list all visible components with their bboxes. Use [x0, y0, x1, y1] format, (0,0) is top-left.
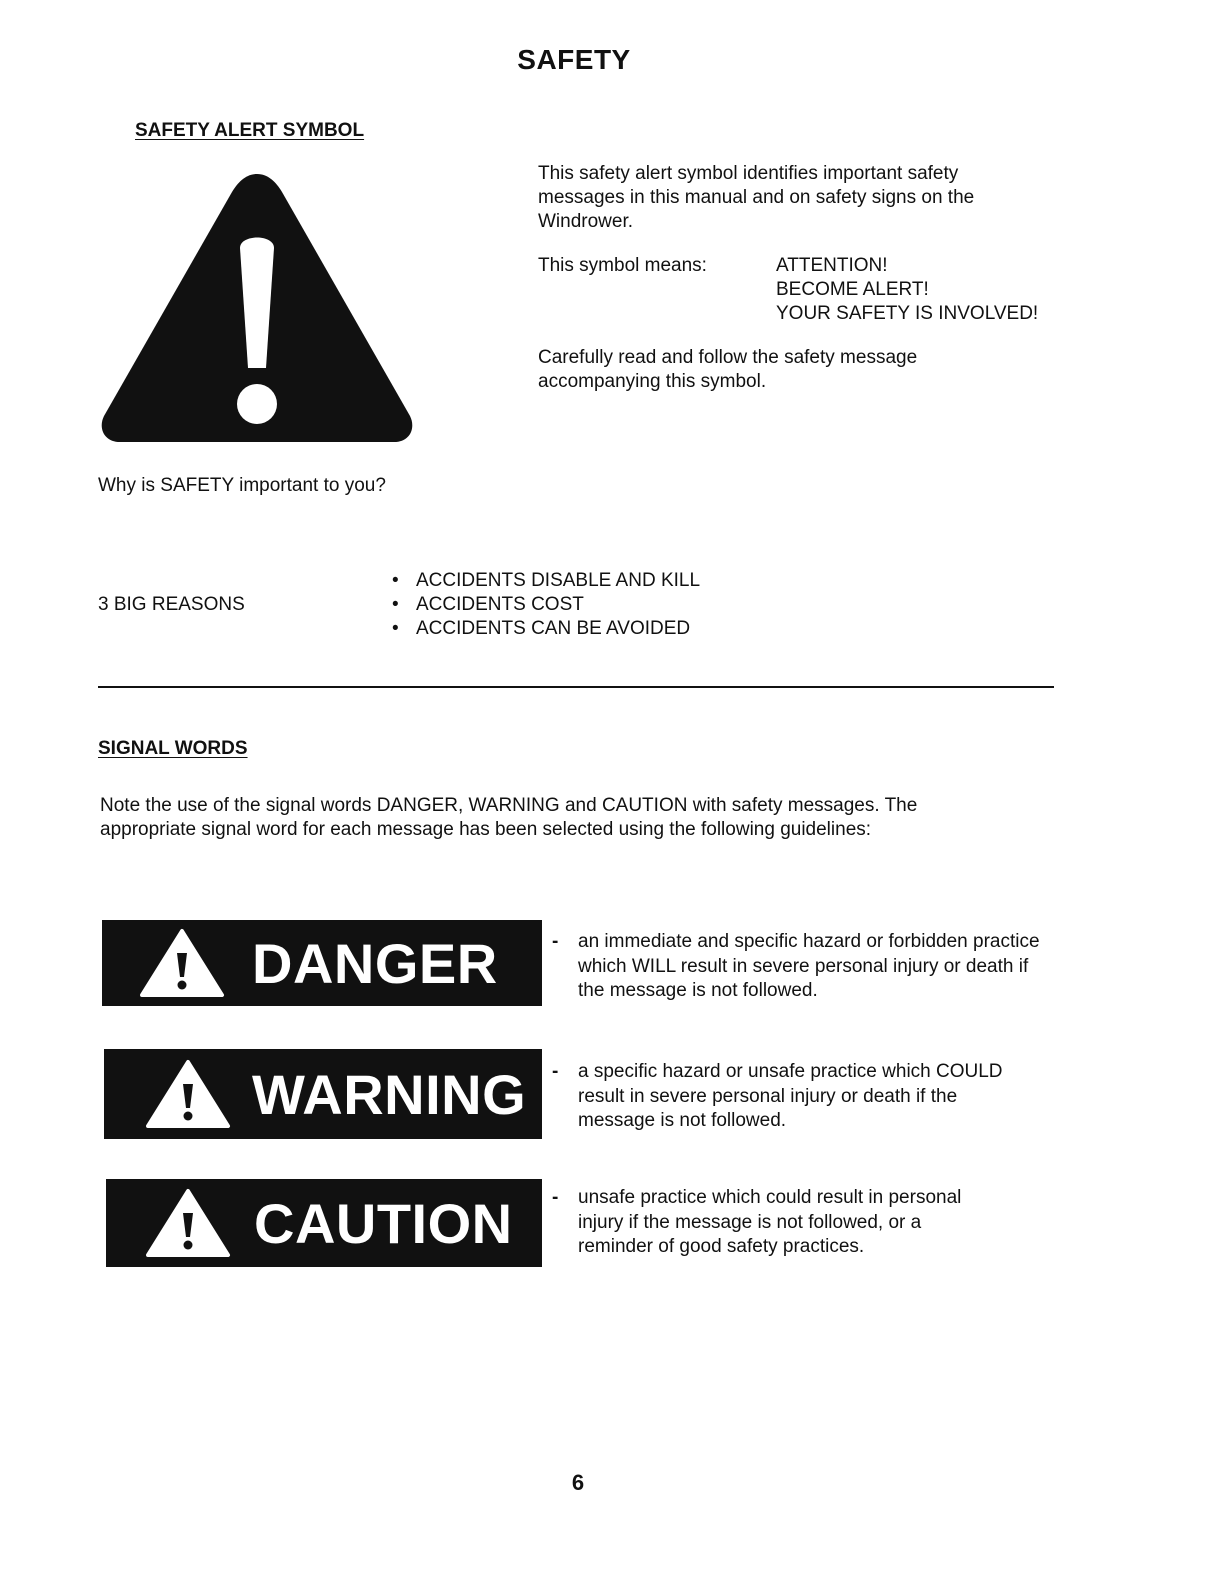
meaning-safety-involved: YOUR SAFETY IS INVOLVED! [776, 303, 1039, 324]
danger-description-text: an immediate and specific hazard or forbidden practice which WILL result in severe personal injury or death if the message is not followed. [578, 931, 1040, 1001]
warning-triangle-icon [144, 1058, 232, 1130]
signal-words-intro: Note the use of the signal words DANGER, WARNING and CAUTION with safety messages. The appropriate signal word for each message has been selected using the following guidelines: [100, 795, 918, 840]
page-number: 6 [571, 1470, 585, 1495]
meaning-become-alert: BECOME ALERT! [776, 279, 929, 300]
warning-triangle-icon [144, 1187, 232, 1259]
exclamation-triangle-icon [96, 170, 418, 446]
section-divider [98, 686, 1054, 688]
meaning-attention: ATTENTION! [776, 255, 888, 276]
list-item [392, 593, 700, 617]
alert-instruction: Carefully read and follow the safety message accompanying this symbol. [538, 347, 918, 392]
danger-label: DANGER [252, 931, 498, 995]
signal-words-heading: SIGNAL WORDS [98, 738, 248, 759]
dash: - [552, 1187, 559, 1208]
reason-text: ACCIDENTS COST [416, 594, 584, 615]
caution-label: CAUTION [254, 1191, 513, 1255]
reasons-label: 3 BIG REASONS [98, 594, 245, 615]
warning-description [552, 1060, 1012, 1134]
dash: - [552, 931, 559, 952]
list-item [392, 617, 700, 641]
safety-alert-heading: SAFETY ALERT SYMBOL [135, 120, 365, 141]
reasons-list [392, 569, 700, 641]
reason-text: ACCIDENTS DISABLE AND KILL [416, 570, 701, 591]
warning-description-text: a specific hazard or unsafe practice which COULD result in severe personal injury or death if the message is not followed. [578, 1061, 1003, 1131]
danger-description [552, 930, 1052, 1004]
caution-description [552, 1186, 972, 1260]
symbol-meaning [538, 254, 1038, 326]
bullet: • [392, 618, 399, 639]
page-title: SAFETY [517, 44, 631, 75]
caution-description-text: unsafe practice which could result in personal injury if the message is not followed, or a reminder of good safety practices. [578, 1187, 962, 1257]
alert-symbol-description: This safety alert symbol identifies important safety messages in this manual and on safety signs on the Windrower. [538, 163, 975, 232]
warning-sign [104, 1049, 542, 1139]
safety-question: Why is SAFETY important to you? [98, 475, 386, 496]
danger-sign [102, 920, 542, 1006]
reason-text: ACCIDENTS CAN BE AVOIDED [416, 618, 691, 639]
bullet: • [392, 594, 399, 615]
dash: - [552, 1061, 559, 1082]
warning-label: WARNING [252, 1062, 527, 1126]
caution-sign [106, 1179, 542, 1267]
symbol-meaning-values [776, 254, 1038, 326]
warning-triangle-icon [138, 927, 226, 999]
list-item [392, 569, 700, 593]
symbol-meaning-label: This symbol means: [538, 255, 707, 276]
bullet: • [392, 570, 399, 591]
